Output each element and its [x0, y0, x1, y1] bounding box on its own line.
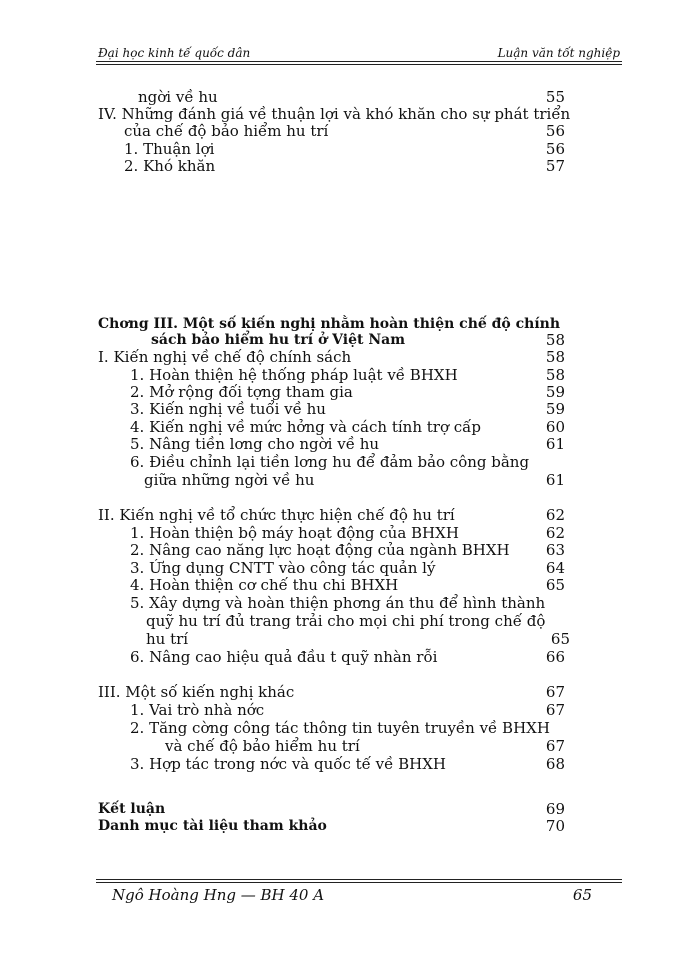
toc-entry: giữa những ngời về hu	[144, 471, 315, 489]
toc-chapter-iii: Chơng III. Một số kiến nghị nhằm hoàn thiện chế độ chính	[98, 316, 561, 332]
toc-page: 67	[545, 701, 565, 719]
toc-page: 58	[545, 366, 565, 384]
toc-entry: ngời về hu	[138, 88, 218, 106]
toc-entry: 2. Mở rộng đối tợng tham gia	[130, 383, 353, 401]
toc-entry: 3. Ứng dụng CNTT vào công tác quản lý	[130, 559, 436, 577]
toc-entry: 1. Vai trò nhà nớc	[130, 701, 265, 719]
toc-page: 55	[545, 88, 565, 106]
toc-entry: 5. Nâng tiền lơng cho ngời về hu	[130, 435, 380, 453]
toc-entry: 1. Thuận lợi	[124, 140, 215, 158]
toc-entry: 6. Nâng cao hiệu quả đầu t quỹ nhàn rỗi	[130, 648, 438, 666]
toc-entry: hu trí	[146, 630, 189, 648]
toc-page: 61	[545, 471, 565, 489]
footer-rule-thin	[96, 882, 622, 883]
toc-entry: 1. Hoàn thiện bộ máy hoạt động của BHXH	[130, 524, 459, 542]
header-university: Đại học kinh tế quốc dân	[98, 46, 251, 60]
toc-conclusion: Kết luận	[98, 801, 166, 817]
toc-page: 63	[545, 541, 565, 559]
toc-page: 61	[545, 435, 565, 453]
toc-page: 57	[545, 157, 565, 175]
toc-chapter-iii-cont: sách bảo hiểm hu trí ở Việt Nam	[151, 332, 406, 348]
toc-page: 56	[545, 140, 565, 158]
toc-page: 65	[545, 576, 565, 594]
page-footer	[112, 886, 592, 910]
toc-page: 62	[545, 524, 565, 542]
toc-section-i: I. Kiến nghị về chế độ chính sách	[98, 348, 352, 366]
toc-page: 60	[545, 418, 565, 436]
toc-section-ii: II. Kiến nghị về tổ chức thực hiện chế độ hu trí	[98, 506, 455, 524]
toc-page: 66	[545, 648, 565, 666]
footer-author: Ngô Hoàng Hng — BH 40 A	[112, 886, 325, 904]
toc-page: 59	[545, 400, 565, 418]
footer-page-number: 65	[572, 886, 592, 904]
toc-section-iv: IV. Những đánh giá về thuận lợi và khó khăn cho sự phát triển	[98, 105, 571, 123]
toc-page: 67	[545, 683, 565, 701]
toc-entry: 6. Điều chỉnh lại tiền lơng hu để đảm bảo công bằng	[130, 453, 530, 471]
toc-page: 69	[545, 800, 565, 818]
toc-entry: 3. Hợp tác trong nớc và quốc tế về BHXH	[130, 755, 446, 773]
toc-entry: 1. Hoàn thiện hệ thống pháp luật về BHXH	[130, 366, 458, 384]
toc-page: 59	[545, 383, 565, 401]
toc-entry: 4. Kiến nghị về mức hởng và cách tính trợ cấp	[130, 418, 481, 436]
toc-page: 62	[545, 506, 565, 524]
toc-page: 68	[545, 755, 565, 773]
toc-entry: 2. Nâng cao năng lực hoạt động của ngành BHXH	[130, 541, 510, 559]
toc-entry: quỹ hu trí đủ trang trải cho mọi chi phí trong chế độ	[146, 612, 546, 630]
toc-entry: 4. Hoàn thiện cơ chế thu chi BHXH	[130, 576, 399, 594]
toc-references: Danh mục tài liệu tham khảo	[98, 818, 327, 834]
toc-entry: của chế độ bảo hiểm hu trí	[124, 122, 329, 140]
toc-entry: 5. Xây dựng và hoàn thiện phơng án thu để hình thành	[130, 594, 546, 612]
toc-page: 65	[550, 630, 570, 648]
header-thesis: Luận văn tốt nghiệp	[497, 46, 620, 60]
toc-page: 70	[545, 817, 565, 835]
toc-entry: 2. Khó khăn	[124, 157, 216, 175]
toc-page: 56	[545, 122, 565, 140]
toc-page: 64	[545, 559, 565, 577]
toc-page: 58	[545, 331, 565, 349]
toc-page: 58	[545, 348, 565, 366]
footer-rule	[96, 879, 622, 880]
toc-entry: 3. Kiến nghị về tuổi về hu	[130, 400, 326, 418]
toc-page: 67	[545, 737, 565, 755]
toc-entry: và chế độ bảo hiểm hu trí	[165, 737, 360, 755]
toc-section-iii: III. Một số kiến nghị khác	[98, 683, 295, 701]
toc-entry: 2. Tăng cờng công tác thông tin tuyên truyền về BHXH	[130, 719, 550, 737]
